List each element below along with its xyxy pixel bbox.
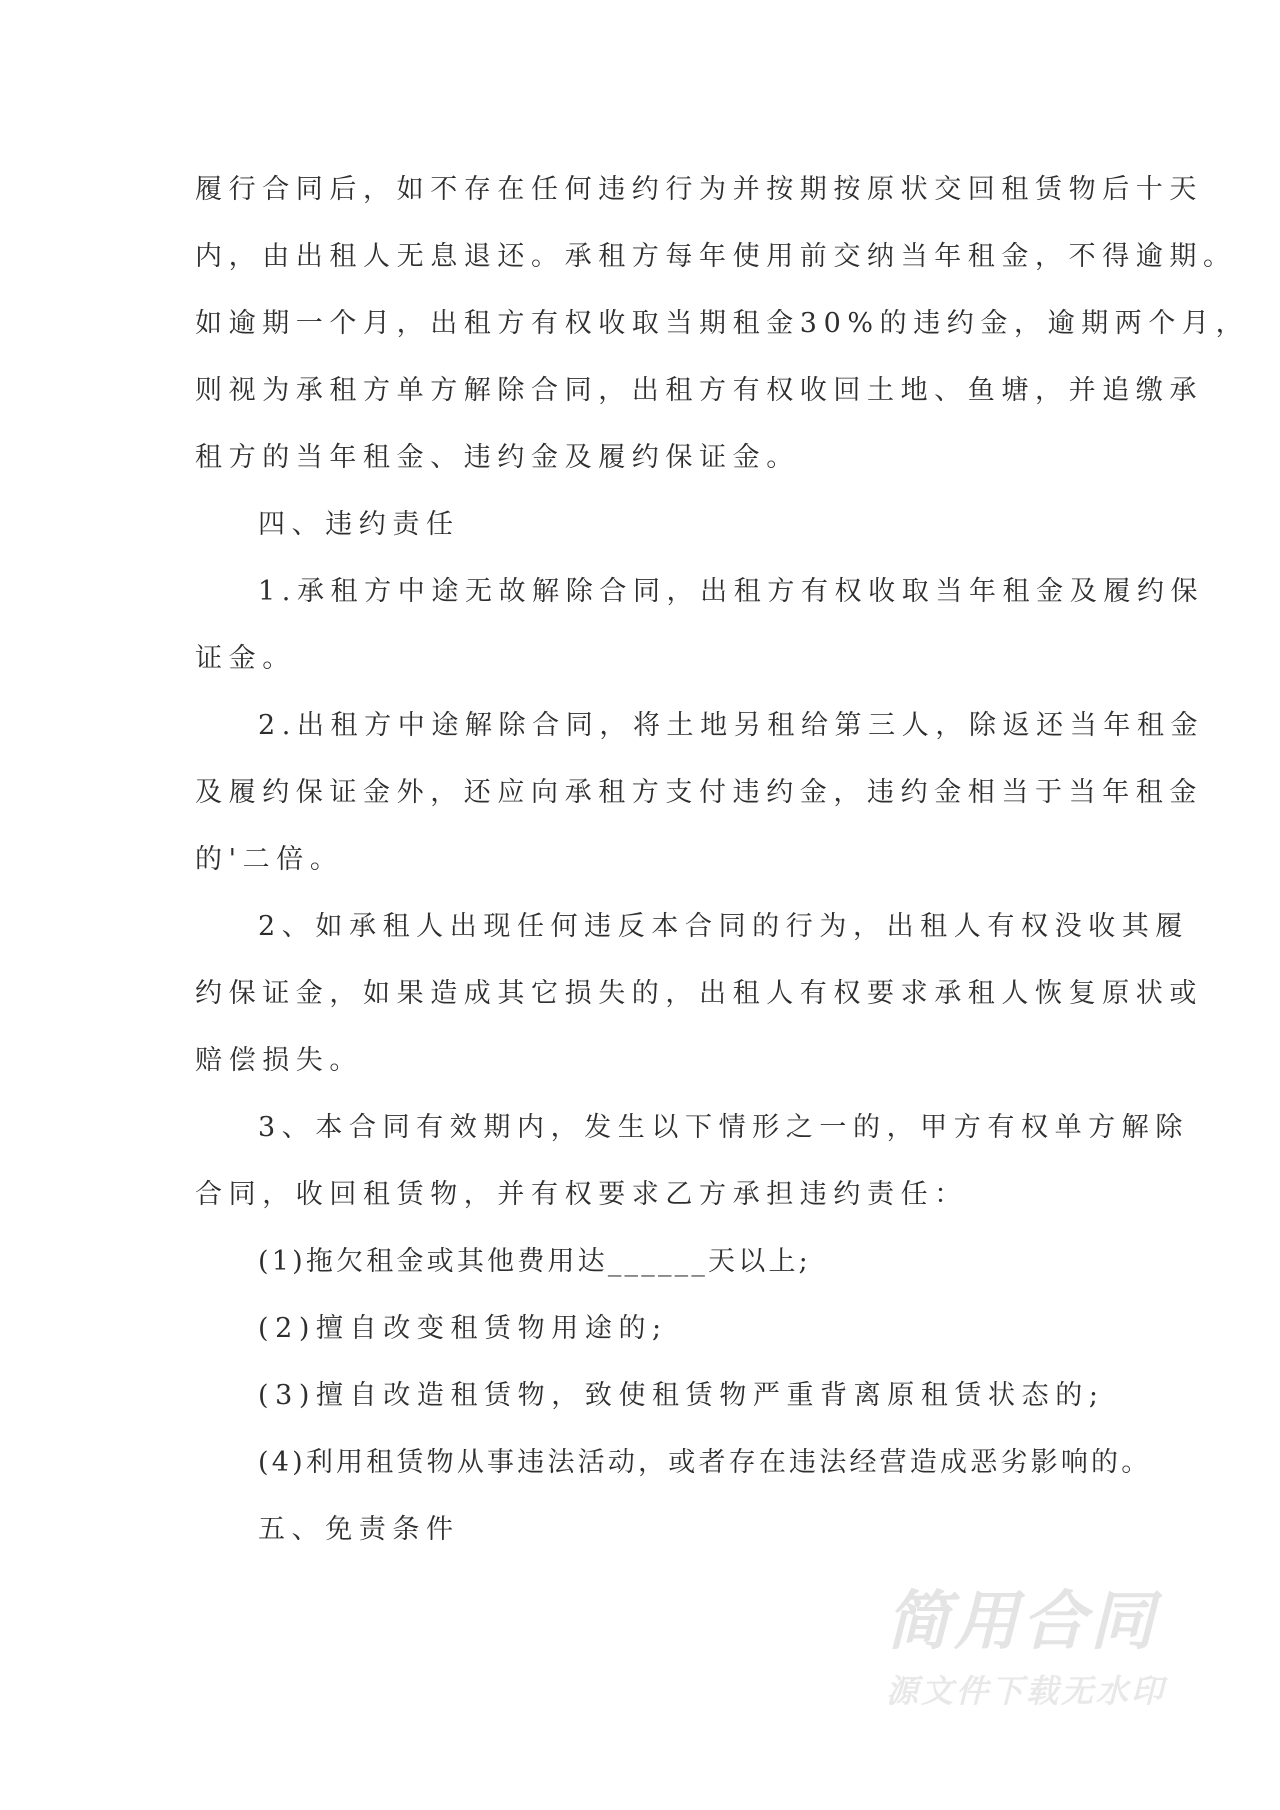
- paragraph-line: 证金。: [195, 643, 296, 674]
- paragraph-line: 则视为承租方单方解除合同，出租方有权收回土地、鱼塘，并追缴承: [195, 375, 1203, 406]
- list-item: (1)拖欠租金或其他费用达______天以上;: [258, 1246, 811, 1277]
- section-heading-exemption: 五、免责条件: [258, 1514, 460, 1545]
- paragraph-line: 的'二倍。: [195, 844, 344, 875]
- section-heading-breach-liability: 四、违约责任: [258, 509, 460, 540]
- paragraph-line: 内，由出租人无息退还。承租方每年使用前交纳当年租金，不得逾期。: [195, 241, 1237, 272]
- paragraph-line: 及履约保证金外，还应向承租方支付违约金，违约金相当于当年租金: [195, 777, 1203, 808]
- list-item: (2)擅自改变租赁物用途的;: [258, 1313, 668, 1344]
- paragraph-line: 租方的当年租金、违约金及履约保证金。: [195, 442, 800, 473]
- watermark: [886, 1585, 1186, 1710]
- clause-line: 2、如承租人出现任何违反本合同的行为，出租人有权没收其履: [258, 911, 1189, 942]
- clause-line: 3、本合同有效期内，发生以下情形之一的，甲方有权单方解除: [258, 1112, 1189, 1143]
- paragraph-line: 赔偿损失。: [195, 1045, 363, 1076]
- list-item: (3)擅自改造租赁物，致使租赁物严重背离原租赁状态的;: [258, 1380, 1105, 1411]
- watermark-title: 简用合同: [886, 1585, 1158, 1659]
- paragraph-line: 合同，收回租赁物，并有权要求乙方承担违约责任：: [195, 1179, 968, 1210]
- watermark-subtitle: 源文件下载无水印: [886, 1672, 1167, 1710]
- paragraph-line: 履行合同后，如不存在任何违约行为并按期按原状交回租赁物后十天: [195, 174, 1203, 205]
- clause-line: 1.承租方中途无故解除合同，出租方有权收取当年租金及履约保: [258, 576, 1205, 607]
- list-item: (4)利用租赁物从事违法活动，或者存在违法经营造成恶劣影响的。: [258, 1447, 1152, 1478]
- paragraph-line: 约保证金，如果造成其它损失的，出租人有权要求承租人恢复原状或: [195, 978, 1203, 1009]
- paragraph-line: 如逾期一个月，出租方有权收取当期租金30%的违约金，逾期两个月，: [195, 308, 1250, 339]
- clause-line: 2.出租方中途解除合同，将土地另租给第三人，除返还当年租金: [258, 710, 1205, 741]
